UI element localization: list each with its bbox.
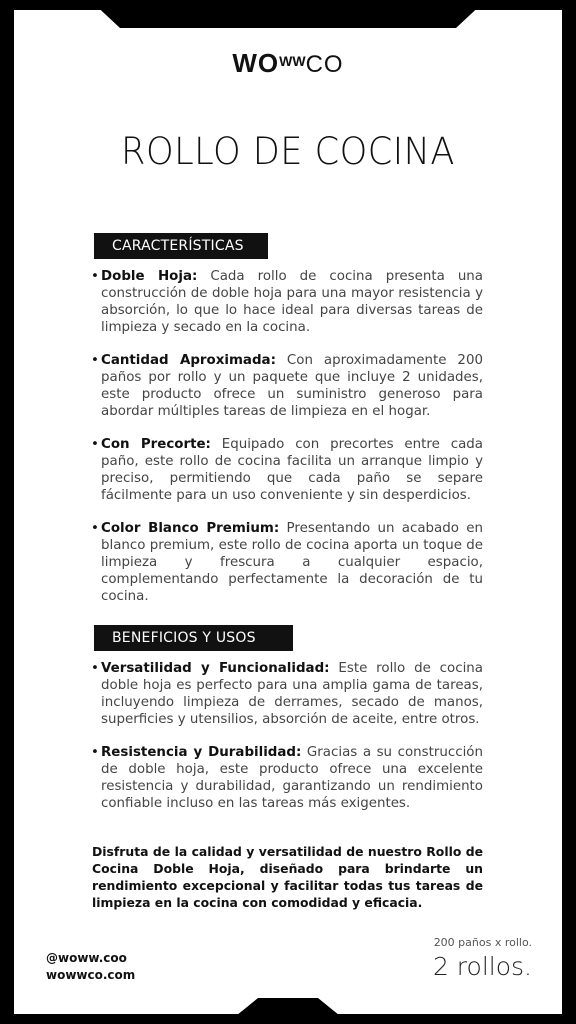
bullet-icon: • xyxy=(91,521,99,536)
item-term: Con Precorte: xyxy=(101,437,211,452)
list-item xyxy=(91,744,483,812)
page-title: ROLLO DE COCINA xyxy=(121,130,455,173)
bullet-icon: • xyxy=(91,745,99,760)
contact-info xyxy=(46,950,135,984)
logo-thin: CO xyxy=(305,51,344,78)
brand-logo xyxy=(0,48,576,79)
list-item xyxy=(91,268,483,336)
characteristics-list xyxy=(91,268,483,605)
top-notch-decoration xyxy=(0,0,576,40)
item-text: Cada rollo de cocina presenta una construcción de doble hoja para una mayor resistencia y absorción, lo que lo hace ideal para diversas tareas de limpieza y secado en la cocina. xyxy=(101,269,483,335)
item-text: Presentando un acabado en blanco premium, este rollo de cocina aporta un toque de limpieza y frescura a cualquier espacio, complementando perfectamente la decoración de tu cocina. xyxy=(101,521,483,604)
item-term: Versatilidad y Funcionalidad: xyxy=(101,661,330,676)
item-term: Doble Hoja: xyxy=(101,269,198,284)
list-item xyxy=(91,520,483,605)
item-term: Cantidad Aproximada: xyxy=(101,353,276,368)
bottom-notch-decoration xyxy=(0,992,576,1024)
quantity-label: 2 rollos. xyxy=(432,952,532,981)
item-text: Gracias a su construcción de doble hoja, este producto ofrece una excelente resistencia y durabilidad, garantizando un rendimiento confiable incluso en las tareas más exigentes. xyxy=(101,745,483,811)
item-term: Resistencia y Durabilidad: xyxy=(101,745,302,760)
social-handle-link[interactable]: @woww.coo xyxy=(46,951,127,965)
logo-small: WW xyxy=(279,53,306,69)
logo-bold: WO xyxy=(232,48,280,78)
item-text: Con aproximadamente 200 paños por rollo y un paquete que incluye 2 unidades, este producto ofrece un suministro generoso para abordar múltiples tareas de limpieza en el hogar. xyxy=(101,353,483,419)
list-item xyxy=(91,660,483,728)
benefits-heading: BENEFICIOS Y USOS xyxy=(94,625,293,651)
closing-paragraph: Disfruta de la calidad y versatilidad de nuestro Rollo de Cocina Doble Hoja, diseñado para brindarte un rendimiento excepcional y facilitar todas tus tareas de limpieza en la cocina con comodidad y eficacia. xyxy=(92,844,483,910)
list-item xyxy=(91,436,483,504)
list-item xyxy=(91,352,483,420)
benefits-list xyxy=(91,660,483,812)
website-link[interactable]: wowwco.com xyxy=(46,968,136,982)
quantity-note: 200 paños x rollo. xyxy=(433,936,532,949)
bullet-icon: • xyxy=(91,437,99,452)
bullet-icon: • xyxy=(91,269,99,284)
item-text: Este rollo de cocina doble hoja es perfecto para una amplia gama de tareas, incluyendo limpieza de derrames, secado de manos, superficies y utensilios, absorción de aceite, entre otros. xyxy=(101,661,483,727)
bullet-icon: • xyxy=(91,353,99,368)
item-term: Color Blanco Premium: xyxy=(101,521,280,536)
bullet-icon: • xyxy=(91,661,99,676)
characteristics-heading: CARACTERÍSTICAS xyxy=(94,233,268,259)
item-text: Equipado con precortes entre cada paño, este rollo de cocina facilita un arranque limpio y preciso, permitiendo que cada paño se separe fácilmente para un uso conveniente y sin desperdicios. xyxy=(101,437,483,503)
